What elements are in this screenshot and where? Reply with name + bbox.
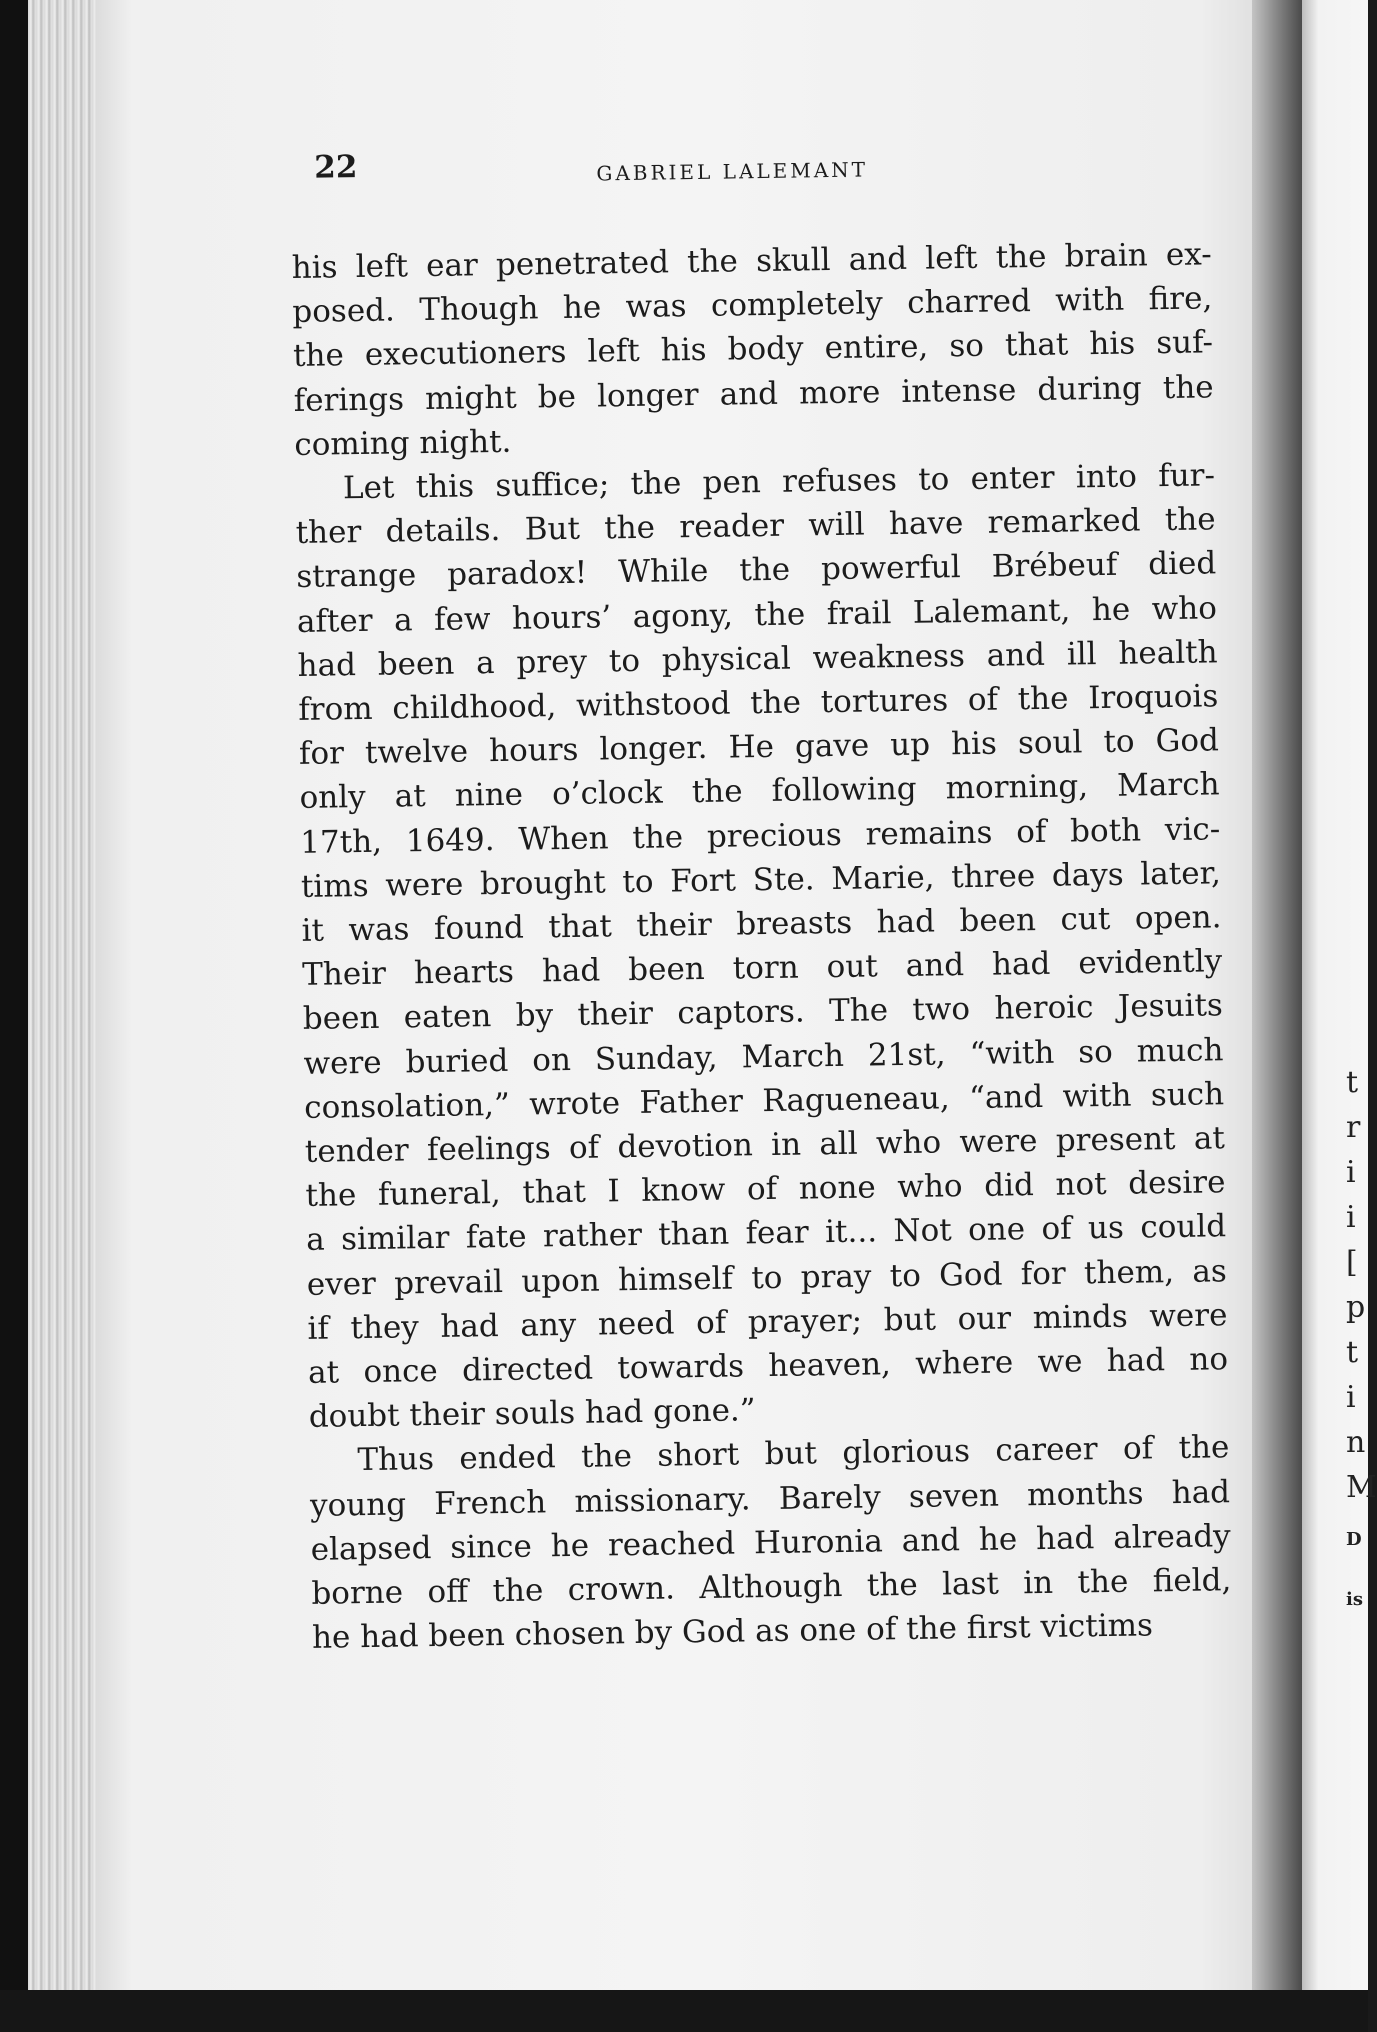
book-gutter <box>1252 0 1302 1995</box>
facing-page-fragment: n <box>1346 1425 1366 1460</box>
text-line: he had been chosen by God as one of the first victims <box>311 1607 1154 1657</box>
text-line: young French missionary. Barely seven months had <box>309 1473 1231 1524</box>
text-line: elapsed since he reached Huronia and he had already <box>310 1518 1231 1568</box>
facing-page-fragment: is <box>1346 1589 1363 1610</box>
text-line: were buried on Sunday, March 21st, “with so much <box>303 1031 1224 1082</box>
text-line: his left ear penetrated the skull and left the brain ex- <box>291 236 1212 286</box>
text-line: Let this suffice; the pen refuses to enter into fur- <box>342 457 1216 507</box>
text-line: ferings might be longer and more intense during the <box>293 368 1214 419</box>
facing-page-fragment: t <box>1346 1335 1359 1370</box>
facing-page-fragments <box>1346 1060 1377 1630</box>
text-line: for twelve hours longer. He gave up his soul to God <box>298 722 1220 773</box>
facing-page-fragment: i <box>1346 1155 1356 1190</box>
text-line: had been a prey to physical weakness and ill health <box>297 634 1218 684</box>
facing-page-fragment: i <box>1346 1380 1356 1415</box>
text-line: after a few hours’ agony, the frail Lalemant, he who <box>296 589 1218 640</box>
scan-bottom-shadow <box>0 1990 1368 2032</box>
text-line: ther details. But the reader will have remarked the <box>295 501 1216 552</box>
text-line: tender feelings of devotion in all who were present at <box>304 1120 1226 1170</box>
text-line: the executioners left his body entire, so that his suf- <box>292 324 1214 375</box>
facing-page-edge <box>1302 0 1377 1995</box>
text-line: consolation,” wrote Father Ragueneau, “and with such <box>303 1076 1225 1126</box>
page-text-block <box>290 136 1232 1660</box>
text-line: if they had any need of prayer; but our minds were <box>307 1297 1228 1347</box>
text-line: ever prevail upon himself to pray to God for them, as <box>306 1252 1227 1303</box>
page-edge-stack <box>28 0 100 1990</box>
text-line: been eaten by their captors. The two heroic Jesuits <box>302 987 1224 1038</box>
running-head-title: GABRIEL LALEMANT <box>596 157 869 186</box>
facing-page-fragment: r <box>1346 1110 1361 1145</box>
facing-page-fragment: M <box>1346 1470 1377 1505</box>
text-line: Their hearts had been torn out and had evidently <box>301 943 1223 994</box>
text-line: doubt their souls had gone.” <box>308 1392 756 1436</box>
text-line: tims were brought to Fort Ste. Marie, three days later, <box>300 855 1222 905</box>
text-line: 17th, 1649. When the precious remains of both vic- <box>300 810 1221 861</box>
text-line: strange paradox! While the powerful Brébeuf died <box>296 545 1217 596</box>
facing-page-fragment: i <box>1346 1200 1356 1235</box>
text-line: the funeral, that I know of none who did not desire <box>305 1164 1226 1215</box>
text-line: at once directed towards heaven, where we had no <box>307 1341 1229 1391</box>
facing-page-fragment: t <box>1346 1065 1359 1100</box>
text-line: from childhood, withstood the tortures of the Iroquois <box>298 678 1219 728</box>
text-line: borne off the crown. Although the last in the field, <box>311 1562 1232 1612</box>
facing-page-fragment: D <box>1346 1529 1362 1550</box>
page-number: 22 <box>313 149 358 186</box>
facing-page-fragment: [ <box>1346 1245 1358 1280</box>
facing-page-fragment: p <box>1346 1290 1366 1325</box>
body-text <box>291 232 1232 1660</box>
text-line: only at nine o’clock the following morning, March <box>299 766 1220 817</box>
text-line: coming night. <box>294 423 512 463</box>
text-line: a similar fate rather than fear it... Not one of us could <box>305 1208 1227 1259</box>
text-line: Thus ended the short but glorious career of the <box>357 1429 1230 1479</box>
text-line: it was found that their breasts had been cut open. <box>301 899 1222 949</box>
text-line: posed. Though he was completely charred with fire, <box>292 280 1213 331</box>
